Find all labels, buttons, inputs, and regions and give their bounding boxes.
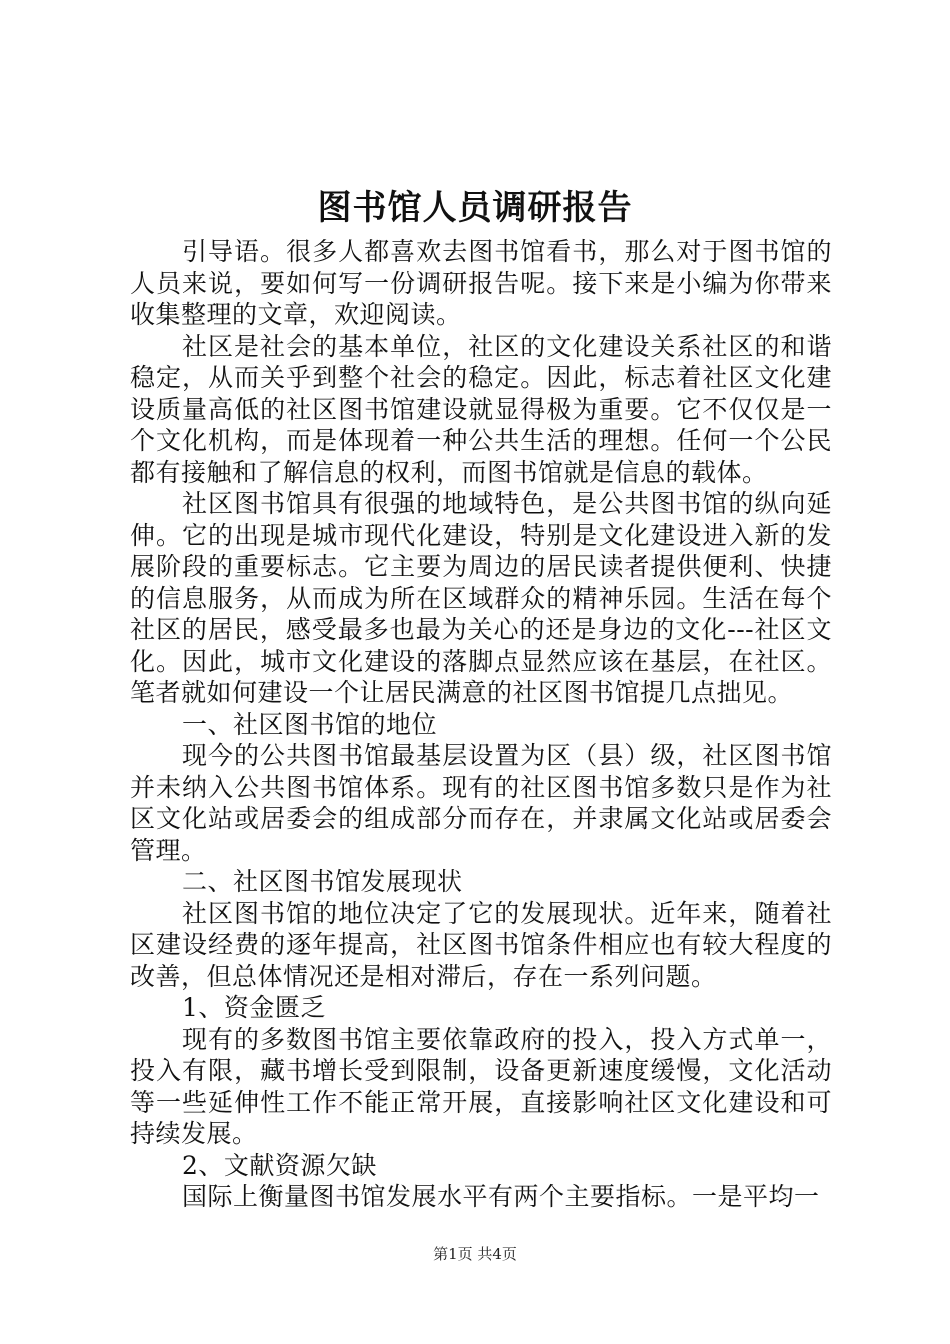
paragraph: 社区图书馆具有很强的地域特色，是公共图书馆的纵向延伸。它的出现是城市现代化建设，特别是文化建设进入新的发展阶段的重要标志。它主要为周边的居民读者提供便利、快捷的信息服务，从而成为所在区域群众的精神乐园。生活在每个社区的居民，感受最多也最为关心的还是身边的文化---社区文化。因此，城市文化建设的落脚点显然应该在基层，在社区。笔者就如何建设一个让居民满意的社区图书馆提几点拙见。 <box>130 489 832 707</box>
subsection-heading: 1、资金匮乏 <box>182 993 326 1022</box>
document-body <box>130 236 832 1213</box>
section-heading: 二、社区图书馆发展现状 <box>182 867 463 896</box>
paragraph: 现今的公共图书馆最基层设置为区（县）级，社区图书馆并未纳入公共图书馆体系。现有的社区图书馆多数只是作为社区文化站或居委会的组成部分而存在，并隶属文化站或居委会管理。 <box>130 741 832 865</box>
paragraph: 国际上衡量图书馆发展水平有两个主要指标。一是平均一 <box>182 1182 820 1211</box>
paragraph: 社区图书馆的地位决定了它的发展现状。近年来，随着社区建设经费的逐年提高，社区图书馆条件相应也有较大程度的改善，但总体情况还是相对滞后，存在一系列问题。 <box>130 898 832 991</box>
subsection-heading: 2、文献资源欠缺 <box>182 1150 377 1180</box>
paragraph: 现有的多数图书馆主要依靠政府的投入，投入方式单一，投入有限，藏书增长受到限制，设备更新速度缓慢，文化活动等一些延伸性工作不能正常开展，直接影响社区文化建设和可持续发展。 <box>130 1024 832 1148</box>
paragraph: 社区是社会的基本单位，社区的文化建设关系社区的和谐稳定，从而关乎到整个社会的稳定。因此，标志着社区文化建设质量高低的社区图书馆建设就显得极为重要。它不仅仅是一个文化机构，而是体现着一种公共生活的理想。任何一个公民都有接触和了解信息的权利，而图书馆就是信息的载体。 <box>130 331 832 487</box>
page-number-footer: 第1页 共4页 <box>433 1245 517 1263</box>
paragraph-intro: 引导语。很多人都喜欢去图书馆看书，那么对于图书馆的人员来说，要如何写一份调研报告呢。接下来是小编为你带来收集整理的文章，欢迎阅读。 <box>130 237 832 329</box>
section-heading: 一、社区图书馆的地位 <box>182 709 438 739</box>
document-title: 图书馆人员调研报告 <box>317 188 633 228</box>
